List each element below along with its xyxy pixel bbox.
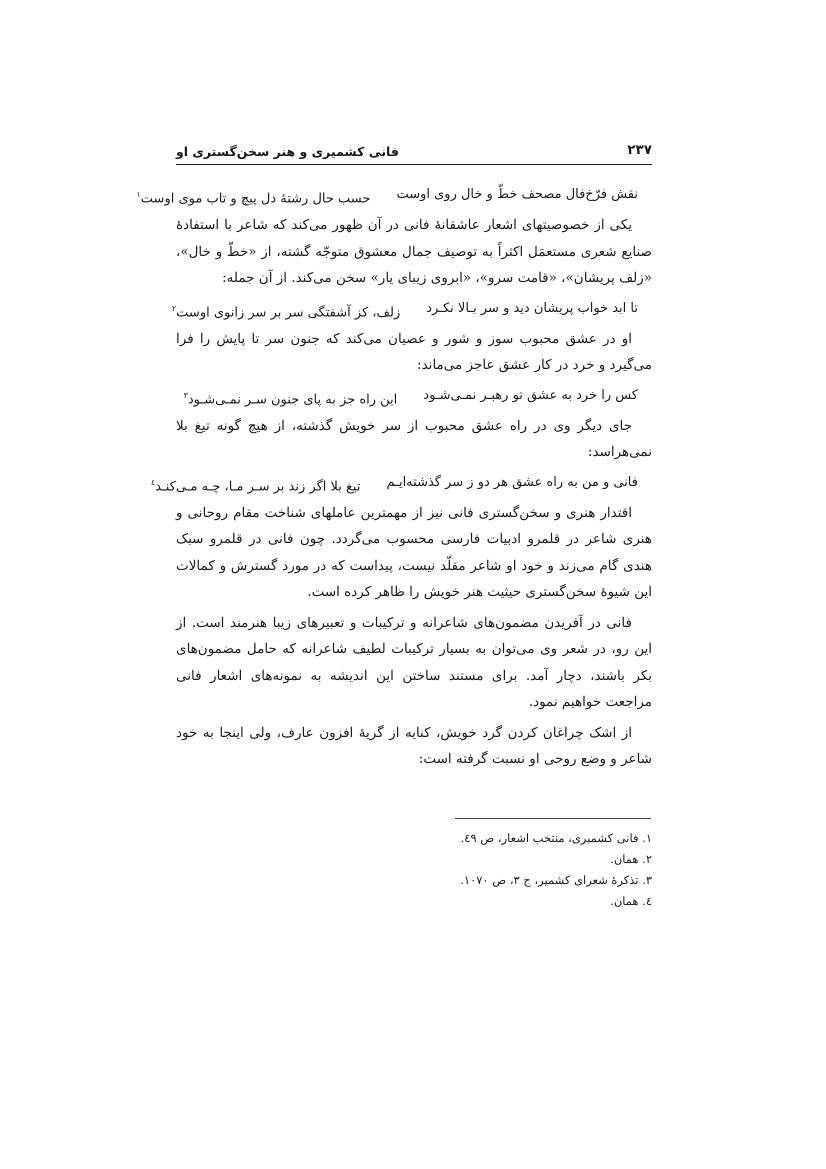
footnote-marker: ۲ — [171, 303, 177, 313]
page-number: ۲۳۷ — [627, 142, 652, 158]
verse-couplet — [150, 470, 652, 496]
verse-hemistich: کس را خرد به عشق تو رهبـر نمـی‌شـود — [423, 387, 638, 403]
verse-hemistich: تا ابد خواب پریشان دید و سر بـالا نکـرد — [426, 300, 638, 316]
paragraph: یکی از خصوصیتهای اشعار عاشقانهٔ فانی در آن ظهور می‌کند که شاعر با استفادهٔ صنایع شعری مستعمَل اکثراً به توصیف جمال معشوق متوجّه گشته، از «خطّ و خال»، «زلف پریشان»، «قامت سرو»، «ابروی زیبای یار» سخن می‌کند. از آن جمله: — [176, 217, 652, 286]
page-body — [136, 182, 652, 777]
footnote: ۲. همان. — [610, 852, 652, 866]
footnote-marker: ۱ — [136, 190, 141, 199]
page-header — [176, 140, 652, 165]
footnote-marker: ٤ — [150, 477, 156, 487]
verse-hemistich: تیغ بلا اگر زند بر سـر مـا، چـه مـی‌کنـد$^٤$ — [150, 477, 361, 494]
footnote-separator — [455, 818, 651, 819]
running-title: فانی کشمیری و هنر سخن‌گستری او — [176, 144, 399, 159]
verse-couplet — [176, 383, 652, 409]
verse-hemistich: نقش فرّخ‌فال مصحف خطّ و خال روی اوست — [396, 187, 638, 202]
verse-couplet — [171, 296, 652, 322]
paragraph: او در عشق محبوب سوز و شور و عصیان می‌کند که جنون سر تا پایش را فرا می‌گیرد و خرد در کار عشق عاجز می‌ماند: — [176, 330, 652, 373]
verse-hemistich: این راه جز به پای جنون سـر نمـی‌شـود$^۳$ — [183, 390, 398, 407]
footnote: ۳. تذکرهٔ شعرای کشمیر، ج ۳، ص ۱۰۷۰. — [460, 873, 652, 887]
verse-hemistich: فانی و من به راه عشق هر دو ز سر گذشته‌ایـم — [386, 474, 638, 490]
paragraph: اقتدار هنری و سخن‌گستری فانی نیز از مهمترین عاملهای شناخت مقام روحانی و هنری شاعر در قلمرو ادبیات فارسی محسوب می‌گردد. چون فانی در قلمرو سبک هندی گام می‌زند و خود او شاعر مقلّد نیست، پیداست که در مورد گسترش و کمالات این شیوهٔ سخن‌گستری حیثیت هنر خویش را ظاهر کرده است. — [176, 504, 652, 600]
paragraph: فانی در آفریدن مضمون‌های شاعرانه و ترکیبات و تعبیرهای زیبا هنرمند است. از این رو، در شعر وی می‌توان به بسیار ترکیبات لطیف شاعرانه که حامل مضمون‌های بکر باشند، دچار آمد. برای مستند ساختن این اندیشه به نمونه‌های اشعار فانی مراجعت خواهیم نمود. — [176, 614, 652, 710]
paragraph: جای دیگر وی در راه عشق محبوب از سر خویش گذشته، از هیچ گونه تیغ بلا نمی‌هراسد: — [176, 417, 652, 460]
footnote-marker: ۳ — [183, 390, 188, 400]
footnotes — [380, 828, 652, 912]
footnote: ٤. همان. — [610, 894, 652, 908]
footnote: ۱. فانی کشمیری، منتخب اشعار، ص ٤۹. — [460, 831, 652, 845]
verse-couplet — [136, 182, 652, 208]
verse-hemistich: حسب حال رشتهٔ دل پیچ و تاب موی اوست$^۱$ — [136, 190, 371, 207]
verse-hemistich: زلف، کز آشفتگی سر بر سر زانوی اوست$^۲$ — [171, 303, 401, 320]
paragraph: از اشک چراغان کردن گرد خویش، کنایه از گریهٔ افزون عارف، ولی اینجا به خود شاعر و وضع روحی او نسبت گرفته است: — [176, 724, 652, 767]
